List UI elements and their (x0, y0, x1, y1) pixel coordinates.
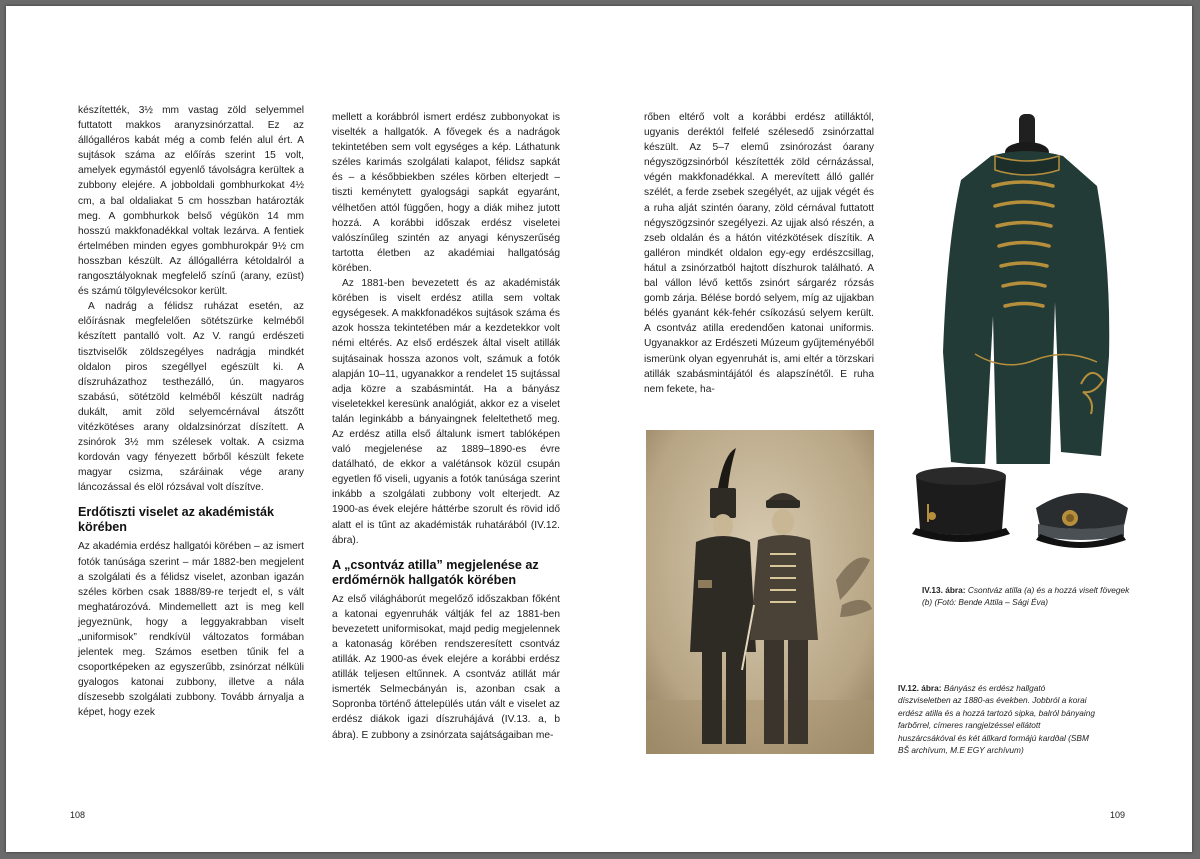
book-spread (6, 6, 1192, 852)
page-number-right: 109 (1110, 810, 1126, 820)
paragraph: Az első világháborút megelőző időszakban főként a katonai egyenruhák váltják fel az 1881-ben bevezetett uniformisokat, majd pedig megjelennek a katonaság körében rendszeresített csontváz atillák. Az 1900-as évek elejére a korábbi erdész atillák teljesen eltűnnek. A csontváz atillát már ismerték Selmecbányán is, azonban csak a Sopronba történő áttelepülés után vált e viselet az erdész diákok igazi díszruhájává (IV.13. a, b ábra). E zubbony a zsinórzata sajátságaiban me- (332, 593, 560, 741)
figure-caption-iv13 (922, 584, 1132, 609)
page-number-left: 108 (70, 810, 86, 820)
right-page-column (644, 110, 874, 397)
section-heading: Erdőtiszti viselet az akadémisták körében (78, 505, 274, 535)
caption-text: Bányász és erdész hallgató díszviseletben az 1880-as években. Jobbról a korai erdész atilla és a hozzá tartozó sipka, balról bányaing farbőrrel, címeres rangjelzéssel ellátott huszárcsákóval és két állkard formájú kardдal (SBM BŠ archívum, M.E EGY archívum) (898, 683, 1095, 756)
figure-caption-iv12 (898, 682, 1098, 756)
csontvaz-atilla-uniform-image (931, 114, 1126, 464)
paragraph: készítették, 3½ mm vastag zöld selyemmel futtatott makkos aranyzsinórzattal. Ez az állógalléros kabát még a comb felén alul ért. A sujtások száma az előírás szerint 15 volt, amelyek egymástól egyenlő távolságra kerültek a zubbony elejére. A jobboldali gombhurkokat 4½ cm, a bal oldaliakat 5 cm hosszban határozták meg. A gombhurkok belső végükön 14 mm hosszú makkfonadékkal voltak lezárva. A fentiek értelmében minden egyes gombhurokpár 9½ cm hosszban készült. Az állógallérra kétoldalról a rangosztályoknak megfelelő színű (arany, ezüst) és számú tölgylevélcsokor került. (78, 105, 304, 298)
historic-student-photo (646, 430, 874, 754)
paragraph: mellett a korábbról ismert erdész zubbonyokat is viselték a hallgatók. A fővegek és a nadrágok tekintetében sem volt egységes a kép. Láthatunk széles karimás szolgálati kalapot, félidsz sapkát és – a későbbiekben széles körben elterjedt – tiszti keménytett gyalogsági sapkát egyaránt, vélhetően attól függően, hogy a diák mihez jutott hozzá. A korábbi időszak erdész viseletei valószínűleg szintén az anyagi kényszerűség tartotta életben az akadémiai hallgatóság körében. (332, 112, 560, 274)
left-page-column-1 (78, 103, 304, 721)
peaked-cap-image (1030, 478, 1132, 550)
caption-label: IV.13. ábra: (922, 585, 966, 595)
paragraph: rőben eltérő volt a korábbi erdész atilláktól, ugyanis deréktól felfelé szélesedő zsinórzattal készült. Az 5–7 elemű zsinórozást óarany négyszögzsinórból készítették zöld cérnázással, végén makkfonadékkal. A merevített álló gallér szélét, a ferde zsebek szegélyét, az ujjak végét és a ruha alját szintén óarany, zöld cérnával futtatott négyszögzsinór szegélyezi. Az ujjak alsó részén, a zseb oldalán és a hátón vitézkötések díszítik. A galléron mindkét oldalon egy-egy erdészcsillag, hátul a zsinórzatból hajtott díszhurok található. A bal vállon lévő kettős zsinórt sárgaréz rózsás gomb zárja. Bélése bordó selyem, míg az ujjakban bélés gyanánt kék-fehér csíkozású selyem került. A csontváz atilla eredendően katonai uniformis. Ugyanakkor az Erdészeti Múzeum gyűjteményéből ismerünk olyan egyenruhát is, ami eltér a törzskari atillák szabásmintájától és alapszínétől. E ruha nem fekete, ha- (644, 112, 874, 395)
shako-cap-image (902, 458, 1020, 548)
paragraph: Az akadémia erdész hallgatói körében – az ismert fotók tanúsága szerint – már 1882-ben megjelent a szolgálati és a félidsz viselet, azonban igazán széles körben csak 1888/89-re terjedt el, s vált meghatározóvá. Mindemellett azt is meg kell jegyeznünk, hogy a leggyakrabban viselt „uniformisok” rendkívül változatos formában jelentek meg. Számos esetben tűnik fel a csoportképeken az egyszerűbb, zsinórzat nélküli gyalogos katonai zubbony, illetve a nála díszesebb szolgálati zubbony. Tovább árnyalja a képet, hogy ezek (78, 541, 304, 719)
section-heading: A „csontváz atilla” megjelenése az erdőmérnök hallgatók körében (332, 557, 539, 587)
paragraph: A nadrág a félidsz ruházat esetén, az előírásnak megfelelően sötétszürke kelméből készített pantalló volt. Az V. rangú erdészeti tisztviselők zöldszegélyes nadrágja mindkét oldalon piros szegéllyel egészült ki. A díszruházathoz testhezálló, ún. magyaros szabású, sötétzöld kelméből készült nadrág dukált, amit zöld selyemcérnával átszőtt vitézkötéses arany oldalzsinórzat díszített. A zsinórok 3½ mm szélesek voltak. A csizma kordován vagy fényezett bőrből készült fekete magyar csizma, száráinak vége arany láncozással és elöl rózsával volt díszítve. (78, 301, 304, 494)
paragraph: Az 1881-ben bevezetett és az akadémisták körében is viselt erdész atilla sem voltak egységesek. A makkfonadékos sujtások száma és azok hossza tekintetében már a kezdetekkor volt némi eltérés. Az első erdészek által viselt atillák sujtásainak hossza azonos volt, számuk a fotók alapján 10–11, ugyanakkor a rendelet 15 sujtással adja közre a szabásmintát. Ha a bányász viseletekkel keresünk analógiát, akkor ez a viselet talán leginkább a bányaingnek feleltethető meg. Az erdész atilla első általunk ismert tablóképen való megjelenése az 1889–1890-es évre datálható, de ekkor a valétánsok közül csupán egyetlen fő viseli, ugyanis a fotók tanúsága szerint inkább a szolgálati zubbony volt elterjedt. Az 1900-as évek elejére háttérbe szorult és rövid idő alatt el is tűnt az akadémisták ruhatárából (IV.12. ábra). (332, 278, 560, 546)
caption-label: IV.12. ábra: (898, 683, 942, 693)
caption-text: Csontváz atilla (a) és a hozzá viselt fövegek (b) (Fotó: Bende Attila – Sági Éva) (922, 585, 1130, 608)
left-page-column-2 (332, 110, 560, 743)
